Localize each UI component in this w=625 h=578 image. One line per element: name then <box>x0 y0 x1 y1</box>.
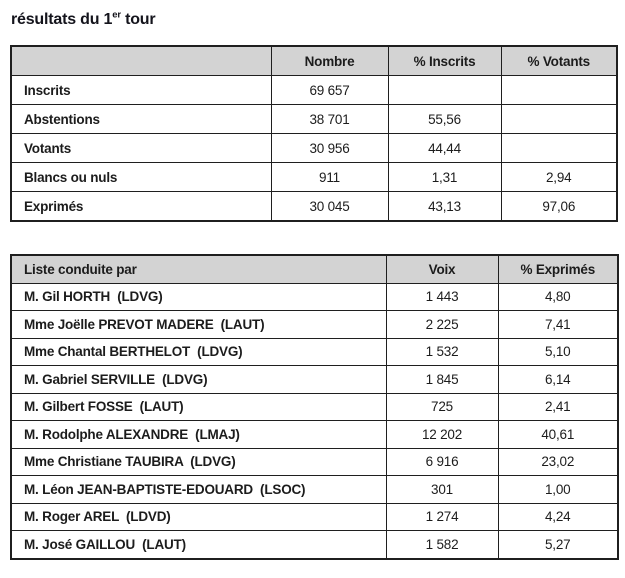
candidate-pct-exprimes: 7,41 <box>498 311 618 339</box>
table-row <box>11 366 618 394</box>
candidate-voix: 301 <box>386 476 498 504</box>
candidate-voix: 6 916 <box>386 448 498 476</box>
row-pct-votants <box>501 76 617 105</box>
table-row <box>11 134 617 163</box>
summary-header-row <box>11 46 617 76</box>
candidate-pct-exprimes: 23,02 <box>498 448 618 476</box>
candidate-name: M. Léon JEAN-BAPTISTE-EDOUARD (LSOC) <box>11 476 386 504</box>
results-table <box>10 254 619 560</box>
table-row <box>11 192 617 222</box>
row-nombre: 30 045 <box>271 192 388 222</box>
table-row <box>11 338 618 366</box>
row-label: Votants <box>11 134 271 163</box>
row-label: Abstentions <box>11 105 271 134</box>
row-pct-inscrits: 44,44 <box>388 134 501 163</box>
table-row <box>11 163 617 192</box>
candidate-name: Mme Joëlle PREVOT MADERE (LAUT) <box>11 311 386 339</box>
table-row <box>11 448 618 476</box>
results-header-row <box>11 255 618 283</box>
candidate-pct-exprimes: 5,27 <box>498 531 618 559</box>
candidate-pct-exprimes: 4,24 <box>498 503 618 531</box>
summary-header-pct-votants: % Votants <box>501 46 617 76</box>
candidate-voix: 1 845 <box>386 366 498 394</box>
page-title-suffix: tour <box>120 11 156 28</box>
table-row <box>11 311 618 339</box>
candidate-voix: 1 274 <box>386 503 498 531</box>
candidate-name: M. Gabriel SERVILLE (LDVG) <box>11 366 386 394</box>
row-label: Exprimés <box>11 192 271 222</box>
summary-table <box>10 45 618 222</box>
results-header-voix: Voix <box>386 255 498 283</box>
candidate-name: M. Gil HORTH (LDVG) <box>11 283 386 311</box>
row-pct-votants: 97,06 <box>501 192 617 222</box>
candidate-pct-exprimes: 2,41 <box>498 393 618 421</box>
row-nombre: 30 956 <box>271 134 388 163</box>
table-row <box>11 105 617 134</box>
candidate-name: M. Gilbert FOSSE (LAUT) <box>11 393 386 421</box>
candidate-voix: 2 225 <box>386 311 498 339</box>
table-row <box>11 393 618 421</box>
row-pct-votants <box>501 134 617 163</box>
candidate-pct-exprimes: 5,10 <box>498 338 618 366</box>
results-header-liste: Liste conduite par <box>11 255 386 283</box>
row-label: Inscrits <box>11 76 271 105</box>
table-row <box>11 531 618 559</box>
candidate-pct-exprimes: 1,00 <box>498 476 618 504</box>
candidate-pct-exprimes: 4,80 <box>498 283 618 311</box>
summary-header-empty <box>11 46 271 76</box>
candidate-voix: 1 582 <box>386 531 498 559</box>
row-label: Blancs ou nuls <box>11 163 271 192</box>
table-row <box>11 421 618 449</box>
table-row <box>11 76 617 105</box>
row-pct-inscrits <box>388 76 501 105</box>
candidate-voix: 12 202 <box>386 421 498 449</box>
row-pct-inscrits: 55,56 <box>388 105 501 134</box>
page-title-superscript: er <box>112 9 121 21</box>
row-pct-votants: 2,94 <box>501 163 617 192</box>
table-row <box>11 476 618 504</box>
page-title <box>11 11 617 29</box>
page-title-prefix: résultats du 1 <box>11 11 113 28</box>
candidate-voix: 1 532 <box>386 338 498 366</box>
row-nombre: 69 657 <box>271 76 388 105</box>
candidate-name: Mme Christiane TAUBIRA (LDVG) <box>11 448 386 476</box>
row-pct-votants <box>501 105 617 134</box>
candidate-pct-exprimes: 6,14 <box>498 366 618 394</box>
candidate-voix: 725 <box>386 393 498 421</box>
row-pct-inscrits: 1,31 <box>388 163 501 192</box>
row-pct-inscrits: 43,13 <box>388 192 501 222</box>
table-row <box>11 503 618 531</box>
summary-header-pct-inscrits: % Inscrits <box>388 46 501 76</box>
results-header-pct-exprimes: % Exprimés <box>498 255 618 283</box>
candidate-name: Mme Chantal BERTHELOT (LDVG) <box>11 338 386 366</box>
candidate-name: M. Roger AREL (LDVD) <box>11 503 386 531</box>
candidate-pct-exprimes: 40,61 <box>498 421 618 449</box>
row-nombre: 38 701 <box>271 105 388 134</box>
candidate-voix: 1 443 <box>386 283 498 311</box>
table-row <box>11 283 618 311</box>
summary-header-nombre: Nombre <box>271 46 388 76</box>
row-nombre: 911 <box>271 163 388 192</box>
candidate-name: M. Rodolphe ALEXANDRE (LMAJ) <box>11 421 386 449</box>
candidate-name: M. José GAILLOU (LAUT) <box>11 531 386 559</box>
